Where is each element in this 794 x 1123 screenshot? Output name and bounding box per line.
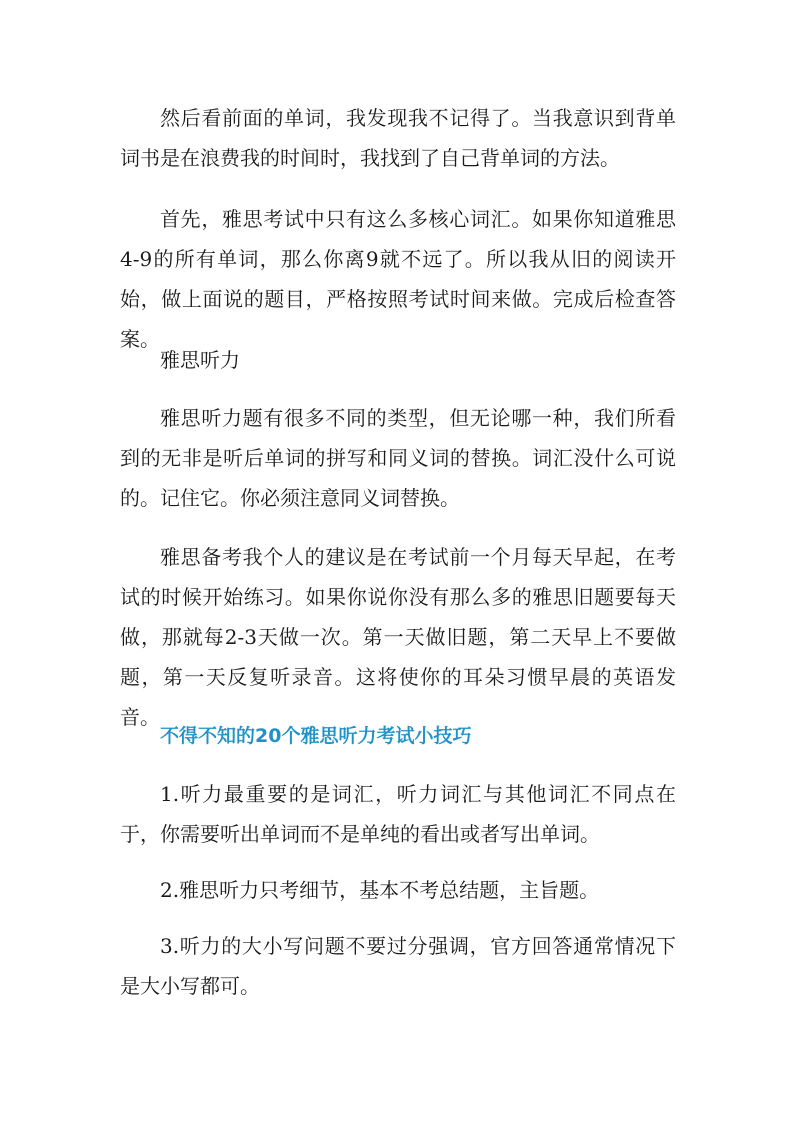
tip-item-2: 2.雅思听力只考细节，基本不考总结题，主旨题。 bbox=[160, 878, 600, 902]
paragraph-vocab-method: 然后看前面的单词，我发现我不记得了。当我意识到背单词书是在浪费我的时间时，我找到了自己背单词的方法。 bbox=[120, 106, 676, 170]
tip-item-1: 1.听力最重要的是词汇，听力词汇与其他词汇不同点在于，你需要听出单词而不是单纯的看出或者写出单词。 bbox=[120, 782, 676, 846]
paragraph-listening-types: 雅思听力题有很多不同的类型，但无论哪一种，我们所看到的无非是听后单词的拼写和同义词的替换。词汇没什么可说的。记住它。你必须注意同义词替换。 bbox=[120, 406, 676, 510]
paragraph-core-vocabulary: 首先，雅思考试中只有这么多核心词汇。如果你知道雅思4-9的所有单词，那么你离9就不远了。所以我从旧的阅读开始，做上面说的题目，严格按照考试时间来做。完成后检查答案。 bbox=[120, 207, 676, 351]
subheading-ielts-listening: 雅思听力 bbox=[160, 348, 240, 372]
section-heading: 不得不知的20个雅思听力考试小技巧 bbox=[160, 725, 472, 747]
tip-item-3: 3.听力的大小写问题不要过分强调，官方回答通常情况下是大小写都可。 bbox=[120, 934, 676, 998]
paragraph-prep-advice: 雅思备考我个人的建议是在考试前一个月每天早起，在考试的时候开始练习。如果你说你没有那么多的雅思旧题要每天做，那就每2-3天做一次。第一天做旧题，第二天早上不要做题，第一天反复听录音。这将使你的耳朵习惯早晨的英语发音。 bbox=[120, 545, 676, 729]
